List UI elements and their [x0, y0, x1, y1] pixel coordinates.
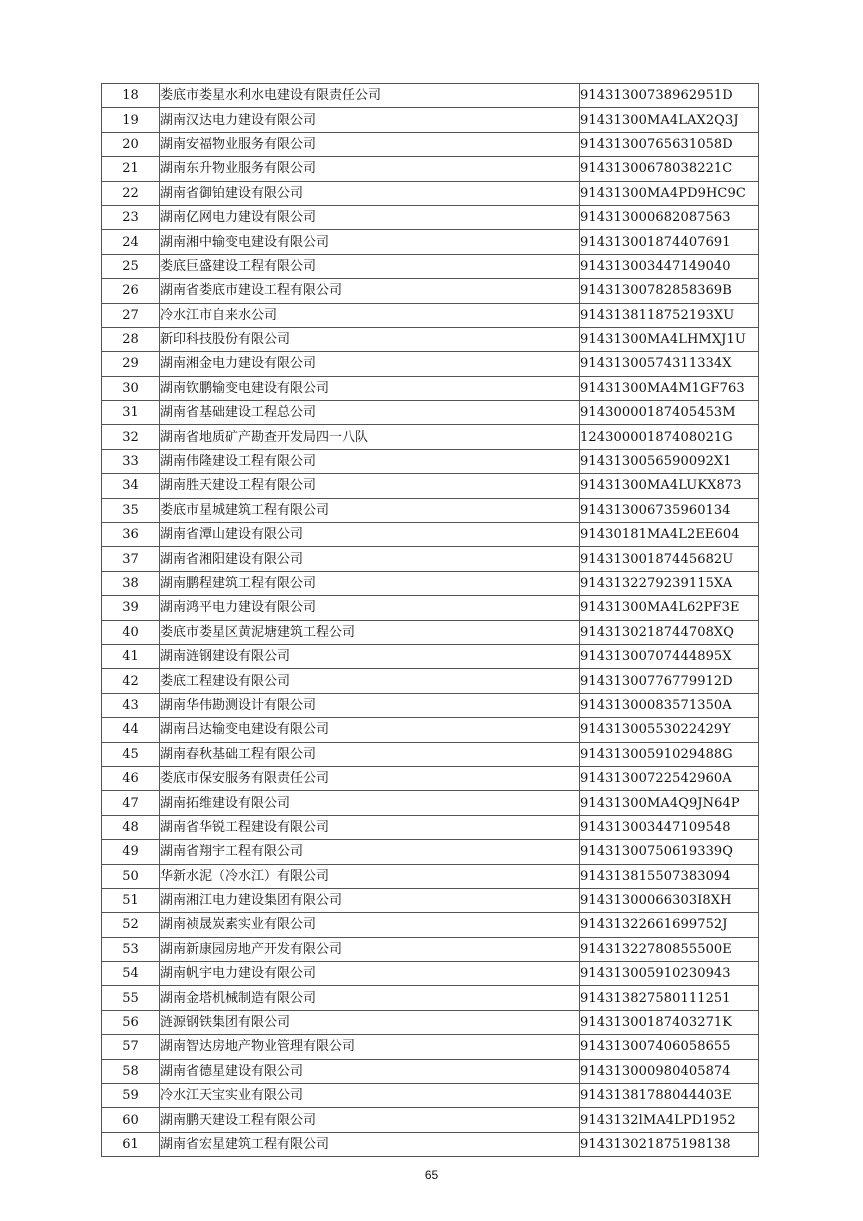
row-number: 30 [102, 376, 160, 400]
table-row [102, 279, 759, 303]
company-name: 湖南帆宇电力建设有限公司 [160, 962, 580, 986]
row-number: 46 [102, 766, 160, 790]
table-row [102, 498, 759, 522]
table-row [102, 523, 759, 547]
company-name: 湖南鸿平电力建设有限公司 [160, 596, 580, 620]
company-name: 湖南金塔机械制造有限公司 [160, 986, 580, 1010]
table-row [102, 230, 759, 254]
company-name: 湖南湘金电力建设有限公司 [160, 352, 580, 376]
credit-code: 914313000980405874 [580, 1059, 759, 1083]
credit-code: 91431300MA4M1GF763 [580, 376, 759, 400]
credit-code: 914313006735960134 [580, 498, 759, 522]
credit-code: 91431300MA4L62PF3E [580, 596, 759, 620]
row-number: 19 [102, 108, 160, 132]
table-row [102, 571, 759, 595]
company-name: 湖南新康园房地产开发有限公司 [160, 937, 580, 961]
company-name: 涟源钢铁集团有限公司 [160, 1010, 580, 1034]
table-row [102, 1059, 759, 1083]
table-row [102, 547, 759, 571]
company-name: 湖南拓维建设有限公司 [160, 791, 580, 815]
row-number: 50 [102, 864, 160, 888]
table-row [102, 327, 759, 351]
table-row [102, 766, 759, 790]
row-number: 29 [102, 352, 160, 376]
company-name: 湖南省宏星建筑工程有限公司 [160, 1132, 580, 1156]
credit-code: 91431381788044403E [580, 1084, 759, 1108]
company-name: 湖南春秋基础工程有限公司 [160, 742, 580, 766]
row-number: 57 [102, 1035, 160, 1059]
table-row [102, 596, 759, 620]
company-name: 湖南胜天建设工程有限公司 [160, 474, 580, 498]
credit-code: 914313001874407691 [580, 230, 759, 254]
credit-code: 9143132lMA4LPD1952 [580, 1108, 759, 1132]
table-row [102, 157, 759, 181]
table-row [102, 108, 759, 132]
credit-code: 91431300738962951D [580, 84, 759, 108]
company-table [101, 83, 759, 1157]
row-number: 31 [102, 401, 160, 425]
company-name: 湖南汉达电力建设有限公司 [160, 108, 580, 132]
company-table-body [102, 84, 759, 1157]
row-number: 35 [102, 498, 160, 522]
credit-code: 914313003447109548 [580, 815, 759, 839]
credit-code: 91431300553022429Y [580, 718, 759, 742]
company-name: 娄底市娄星区黄泥塘建筑工程公司 [160, 620, 580, 644]
credit-code: 914313007406058655 [580, 1035, 759, 1059]
credit-code: 91431300187445682U [580, 547, 759, 571]
credit-code: 91430181MA4L2EE604 [580, 523, 759, 547]
row-number: 47 [102, 791, 160, 815]
table-row [102, 474, 759, 498]
row-number: 58 [102, 1059, 160, 1083]
company-name: 湖南省御铂建设有限公司 [160, 181, 580, 205]
table-row [102, 742, 759, 766]
credit-code: 9143138118752193XU [580, 303, 759, 327]
credit-code: 91431300776779912D [580, 669, 759, 693]
row-number: 26 [102, 279, 160, 303]
table-row [102, 352, 759, 376]
credit-code: 914313827580111251 [580, 986, 759, 1010]
company-name: 湖南省基础建设工程总公司 [160, 401, 580, 425]
table-row [102, 937, 759, 961]
table-row [102, 1108, 759, 1132]
company-name: 湖南省翔宇工程有限公司 [160, 840, 580, 864]
row-number: 36 [102, 523, 160, 547]
table-row [102, 620, 759, 644]
company-name: 娄底市星城建筑工程有限公司 [160, 498, 580, 522]
credit-code: 91430000187405453M [580, 401, 759, 425]
company-name: 湖南涟钢建设有限公司 [160, 644, 580, 668]
company-name: 湖南湘中输变电建设有限公司 [160, 230, 580, 254]
company-name: 湖南智达房地产物业管理有限公司 [160, 1035, 580, 1059]
row-number: 21 [102, 157, 160, 181]
row-number: 25 [102, 254, 160, 278]
table-row [102, 254, 759, 278]
credit-code: 91431300750619339Q [580, 840, 759, 864]
row-number: 48 [102, 815, 160, 839]
company-name: 娄底巨盛建设工程有限公司 [160, 254, 580, 278]
table-row [102, 376, 759, 400]
row-number: 20 [102, 132, 160, 156]
credit-code: 91431322661699752J [580, 913, 759, 937]
credit-code: 91431300678038221C [580, 157, 759, 181]
company-name: 湖南吕达输变电建设有限公司 [160, 718, 580, 742]
company-name: 湖南省德星建设有限公司 [160, 1059, 580, 1083]
row-number: 51 [102, 888, 160, 912]
row-number: 18 [102, 84, 160, 108]
credit-code: 914313003447149040 [580, 254, 759, 278]
credit-code: 914313005910230943 [580, 962, 759, 986]
table-row [102, 401, 759, 425]
credit-code: 914313815507383094 [580, 864, 759, 888]
table-row [102, 1010, 759, 1034]
table-row [102, 864, 759, 888]
row-number: 40 [102, 620, 160, 644]
table-row [102, 815, 759, 839]
credit-code: 91431300MA4LHMXJ1U [580, 327, 759, 351]
company-name: 湖南亿网电力建设有限公司 [160, 205, 580, 229]
table-row [102, 132, 759, 156]
credit-code: 91431300MA4LUKX873 [580, 474, 759, 498]
row-number: 28 [102, 327, 160, 351]
credit-code: 91431300782858369B [580, 279, 759, 303]
table-row [102, 962, 759, 986]
credit-code: 9143130056590092X1 [580, 449, 759, 473]
company-name: 湖南省潭山建设有限公司 [160, 523, 580, 547]
table-row [102, 791, 759, 815]
row-number: 38 [102, 571, 160, 595]
company-name: 华新水泥（冷水江）有限公司 [160, 864, 580, 888]
table-row [102, 84, 759, 108]
row-number: 33 [102, 449, 160, 473]
table-row [102, 888, 759, 912]
credit-code: 91431300083571350A [580, 693, 759, 717]
company-name: 湖南省娄底市建设工程有限公司 [160, 279, 580, 303]
row-number: 23 [102, 205, 160, 229]
credit-code: 91431300591029488G [580, 742, 759, 766]
row-number: 27 [102, 303, 160, 327]
credit-code: 91431300MA4Q9JN64P [580, 791, 759, 815]
row-number: 55 [102, 986, 160, 1010]
row-number: 32 [102, 425, 160, 449]
company-name: 湖南东升物业服务有限公司 [160, 157, 580, 181]
row-number: 60 [102, 1108, 160, 1132]
credit-code: 9143132279239115XA [580, 571, 759, 595]
table-row [102, 181, 759, 205]
table-row [102, 644, 759, 668]
credit-code: 91431300574311334X [580, 352, 759, 376]
row-number: 41 [102, 644, 160, 668]
table-row [102, 669, 759, 693]
company-name: 冷水江市自来水公司 [160, 303, 580, 327]
table-row [102, 1035, 759, 1059]
credit-code: 914313021875198138 [580, 1132, 759, 1156]
row-number: 61 [102, 1132, 160, 1156]
company-name: 湖南鹏程建筑工程有限公司 [160, 571, 580, 595]
company-name: 湖南省华锐工程建设有限公司 [160, 815, 580, 839]
company-name: 湖南省地质矿产勘查开发局四一八队 [160, 425, 580, 449]
credit-code: 91431300MA4LAX2Q3J [580, 108, 759, 132]
row-number: 44 [102, 718, 160, 742]
company-name: 冷水江天宝实业有限公司 [160, 1084, 580, 1108]
credit-code: 91431300765631058D [580, 132, 759, 156]
credit-code: 91431322780855500E [580, 937, 759, 961]
row-number: 56 [102, 1010, 160, 1034]
table-row [102, 693, 759, 717]
table-row [102, 986, 759, 1010]
row-number: 49 [102, 840, 160, 864]
credit-code: 91431300187403271K [580, 1010, 759, 1034]
page-number: 65 [424, 1168, 439, 1182]
table-row [102, 718, 759, 742]
row-number: 45 [102, 742, 160, 766]
credit-code: 914313000682087563 [580, 205, 759, 229]
row-number: 59 [102, 1084, 160, 1108]
company-name: 湖南祯晟炭素实业有限公司 [160, 913, 580, 937]
company-name: 湖南湘江电力建设集团有限公司 [160, 888, 580, 912]
table-row [102, 913, 759, 937]
credit-code: 12430000187408021G [580, 425, 759, 449]
credit-code: 91431300722542960A [580, 766, 759, 790]
company-name: 湖南省湘阳建设有限公司 [160, 547, 580, 571]
row-number: 54 [102, 962, 160, 986]
row-number: 37 [102, 547, 160, 571]
table-row [102, 449, 759, 473]
row-number: 22 [102, 181, 160, 205]
company-name: 湖南华伟勘测设计有限公司 [160, 693, 580, 717]
table-row [102, 425, 759, 449]
row-number: 53 [102, 937, 160, 961]
company-name: 娄底市保安服务有限责任公司 [160, 766, 580, 790]
row-number: 52 [102, 913, 160, 937]
table-row [102, 303, 759, 327]
company-name: 新印科技股份有限公司 [160, 327, 580, 351]
table-row [102, 1132, 759, 1156]
company-name: 娄底工程建设有限公司 [160, 669, 580, 693]
table-row [102, 205, 759, 229]
company-name: 湖南安福物业服务有限公司 [160, 132, 580, 156]
company-name: 湖南钦鹏输变电建设有限公司 [160, 376, 580, 400]
credit-code: 91431300707444895X [580, 644, 759, 668]
company-name: 湖南伟隆建设工程有限公司 [160, 449, 580, 473]
table-row [102, 1084, 759, 1108]
company-name: 娄底市娄星水利水电建设有限责任公司 [160, 84, 580, 108]
row-number: 24 [102, 230, 160, 254]
row-number: 39 [102, 596, 160, 620]
row-number: 43 [102, 693, 160, 717]
company-name: 湖南鹏天建设工程有限公司 [160, 1108, 580, 1132]
credit-code: 91431300MA4PD9HC9C [580, 181, 759, 205]
row-number: 34 [102, 474, 160, 498]
credit-code: 9143130218744708XQ [580, 620, 759, 644]
credit-code: 91431300066303I8XH [580, 888, 759, 912]
table-row [102, 840, 759, 864]
row-number: 42 [102, 669, 160, 693]
